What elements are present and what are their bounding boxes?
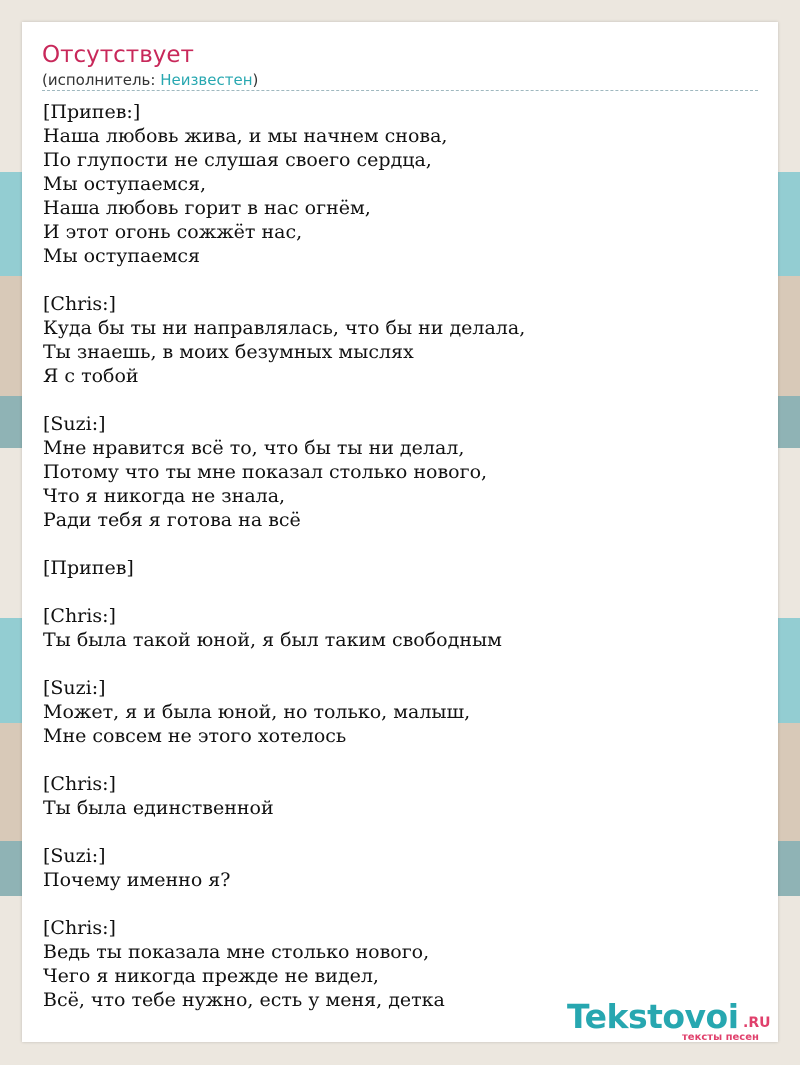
lyrics-line: Мне нравится всё то, что бы ты ни делал, [43, 437, 465, 459]
lyrics-line: Чего я никогда прежде не видел, [43, 965, 379, 987]
artist-link[interactable]: Неизвестен [160, 71, 253, 89]
lyrics-line: [Suzi:] [43, 413, 106, 435]
lyrics-line: [Suzi:] [43, 677, 106, 699]
lyrics-line: Ты была такой юной, я был таким свободным [43, 629, 502, 651]
song-title: Отсутствует [42, 42, 194, 68]
lyrics-line: Ты знаешь, в моих безумных мыслях [43, 341, 414, 363]
lyrics-line: Может, я и была юной, но только, малыш, [43, 701, 471, 723]
lyrics-blank-line [43, 748, 759, 772]
lyrics-line: Наша любовь горит в нас огнём, [43, 197, 371, 219]
lyrics-blank-line [43, 532, 759, 556]
lyrics-line: [Припев] [43, 557, 134, 579]
lyrics-card [22, 22, 778, 1042]
lyrics-line: Мне совсем не этого хотелось [43, 725, 347, 747]
logo-tld: .RU [743, 1015, 771, 1031]
logo-tagline: тексты песен [682, 1032, 759, 1043]
logo-name: Tekstovoi [567, 997, 739, 1036]
lyrics-line: Мы оступаемся, [43, 173, 207, 195]
lyrics-line: Мы оступаемся [43, 245, 201, 267]
lyrics-line: [Chris:] [43, 605, 116, 627]
lyrics-blank-line [43, 820, 759, 844]
lyrics-line: По глупости не слушая своего сердца, [43, 149, 432, 171]
lyrics-line: Ты была единственной [43, 797, 274, 819]
lyrics-line: Почему именно я? [43, 869, 231, 891]
lyrics-line: Потому что ты мне показал столько нового, [43, 461, 488, 483]
lyrics-line: [Припев:] [43, 101, 141, 123]
lyrics-text [43, 100, 759, 1012]
site-logo[interactable] [567, 997, 777, 1045]
lyrics-line: [Chris:] [43, 293, 116, 315]
lyrics-line: Всё, что тебе нужно, есть у меня, детка [43, 989, 445, 1011]
lyrics-blank-line [43, 652, 759, 676]
lyrics-blank-line [43, 388, 759, 412]
artist-line [42, 71, 258, 89]
lyrics-line: [Chris:] [43, 917, 116, 939]
artist-suffix: ) [252, 71, 259, 89]
lyrics-line: Куда бы ты ни направлялась, что бы ни делала, [43, 317, 526, 339]
lyrics-line: Ведь ты показала мне столько нового, [43, 941, 430, 963]
lyrics-line: И этот огонь сожжёт нас, [43, 221, 303, 243]
lyrics-line: Что я никогда не знала, [43, 485, 286, 507]
lyrics-line: Наша любовь жива, и мы начнем снова, [43, 125, 448, 147]
lyrics-blank-line [43, 580, 759, 604]
lyrics-line: Ради тебя я готова на всё [43, 509, 301, 531]
lyrics-line: [Suzi:] [43, 845, 106, 867]
lyrics-line: [Chris:] [43, 773, 116, 795]
lyrics-blank-line [43, 268, 759, 292]
divider [42, 90, 758, 91]
artist-prefix: (исполнитель: [42, 71, 161, 89]
lyrics-blank-line [43, 892, 759, 916]
lyrics-line: Я с тобой [43, 365, 139, 387]
